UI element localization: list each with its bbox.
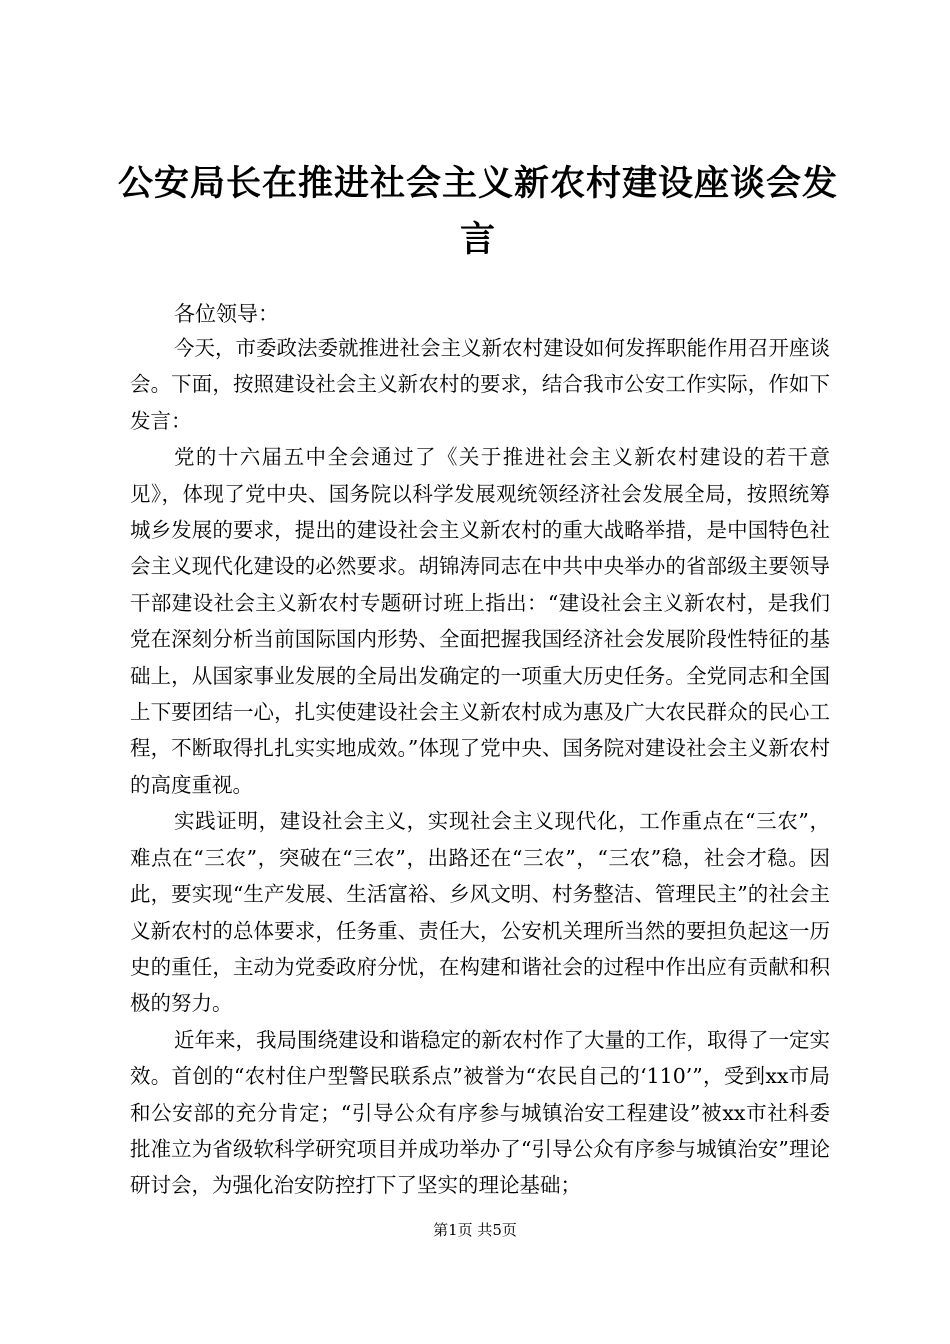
page-footer: 第1页 共5页 bbox=[433, 1221, 517, 1239]
greeting: 各位领导： bbox=[174, 302, 279, 326]
paragraph-2: 党的十六届五中全会通过了《关于推进社会主义新农村建设的若干意见》，体现了党中央、国务院以科学发展观统领经济社会发展全局，按照统筹城乡发展的要求，提出的建设社会主义新农村的重大战略举措，是中国特色社会主义现代化建设的必然要求。胡锦涛同志在中共中央举办的省部级主要领导干部建设社会主义新农村专题研讨班上指出：“建设社会主义新农村，是我们党在深刻分析当前国际国内形势、全面把握我国经济社会发展阶段性特征的基础上，从国家事业发展的全局出发确定的一项重大历史任务。全党同志和全国上下要团结一心，扎实使建设社会主义新农村成为惠及广大农民群众的民心工程，不断取得扎扎实实地成效。”体现了党中央、国务院对建设社会主义新农村的高度重视。 bbox=[130, 445, 830, 797]
document-body bbox=[130, 330, 830, 1204]
paragraph-1: 今天，市委政法委就推进社会主义新农村建设如何发挥职能作用召开座谈会。下面，按照建设社会主义新农村的要求，结合我市公安工作实际，作如下发言： bbox=[130, 336, 830, 433]
paragraph-3: 实践证明，建设社会主义，实现社会主义现代化，工作重点在“三农”，难点在“三农”，突破在“三农”，出路还在“三农”，“三农”稳，社会才稳。因此，要实现“生产发展、生活富裕、乡风文明、村务整洁、管理民主”的社会主义新农村的总体要求，任务重、责任大，公安机关理所当然的要担负起这一历史的重任，主动为党委政府分忧，在构建和谐社会的过程中作出应有贡献和积极的努力。 bbox=[130, 809, 830, 1016]
paragraph-4: 近年来，我局围绕建设和谐稳定的新农村作了大量的工作，取得了一定实效。首创的“农村住户型警民联系点”被誉为“农民自己的‘110’”，受到xx市局和公安部的充分肯定；“引导公众有序参与城镇治安工程建设”被xx市社科委批准立为省级软科学研究项目并成功举办了“引导公众有序参与城镇治安”理论研讨会，为强化治安防控打下了坚实的理论基础； bbox=[130, 1027, 830, 1198]
document-title: 公安局长在推进社会主义新农村建设座谈会发言 bbox=[118, 163, 839, 260]
